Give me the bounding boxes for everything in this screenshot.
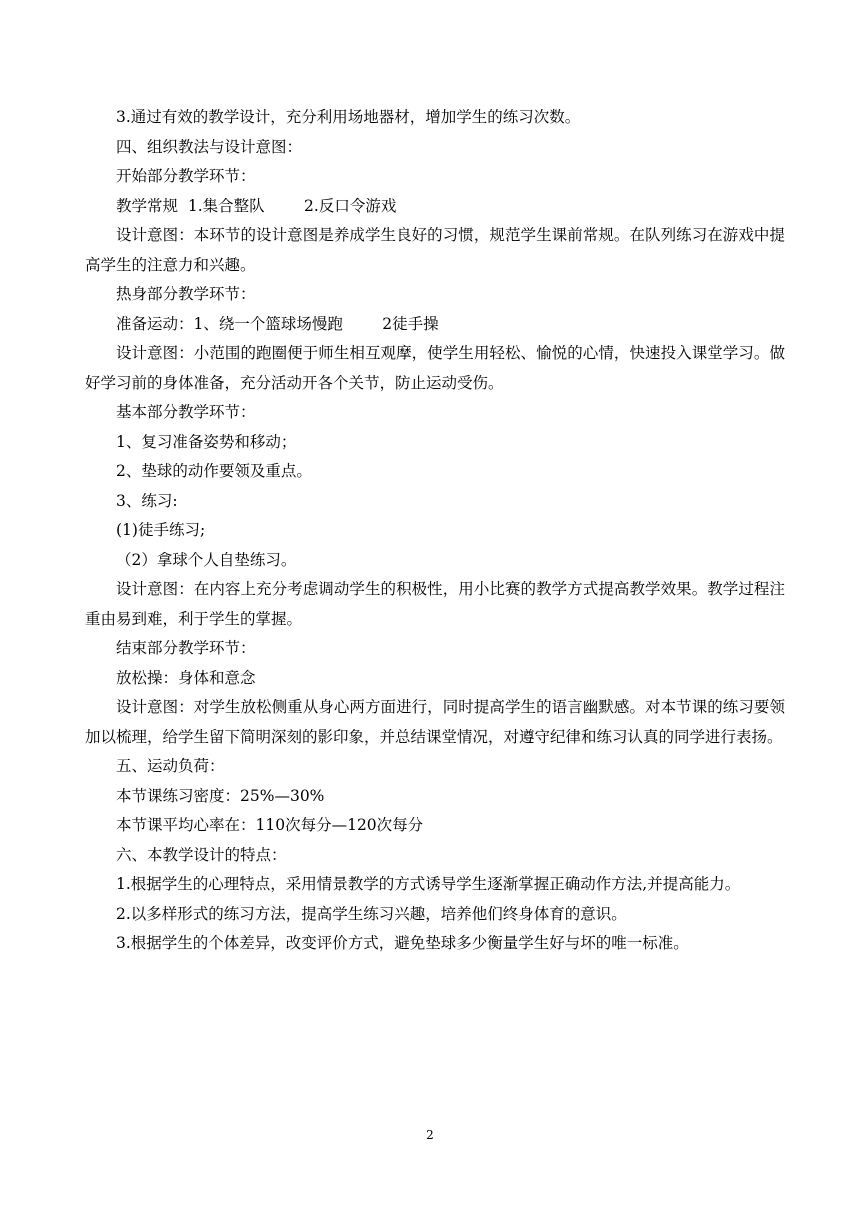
list-item: 2.以多样形式的练习方法，提高学生练习兴趣，培养他们终身体育的意识。 (116, 904, 627, 923)
section-heading: 五、运动负荷： (116, 757, 225, 775)
section-heading: 六、本教学设计的特点： (116, 845, 287, 864)
list-item: 2、垫球的动作要领及重点。 (116, 462, 312, 480)
list-item: 1、复习准备姿势和移动； (116, 432, 297, 451)
paragraph: 放松操：身体和意念 (116, 668, 256, 687)
paragraph: 本节课练习密度：25%—30% (116, 786, 325, 805)
paragraph: 设计意图：对学生放松侧重从身心两方面进行，同时提高学生的语言幽默感。对本节课的练习要领加以梳理，给学生留下简明深刻的影印象，并总结课堂情况，对遵守纪律和练习认真的同学进行表扬。 (85, 698, 785, 746)
paragraph: 准备运动：1、绕一个篮球场慢跑 2徒手操 (116, 314, 439, 333)
paragraph: 3.通过有效的教学设计，充分利用场地器材，增加学生的练习次数。 (116, 108, 581, 126)
subsection-heading: 基本部分教学环节： (116, 403, 256, 421)
paragraph: 设计意图：小范围的跑圈便于师生相互观摩，使学生用轻松、愉悦的心情，快速投入课堂学习。做好学习前的身体准备，充分活动开各个关节，防止运动受伤。 (85, 344, 785, 392)
subsection-heading: 热身部分教学环节： (116, 285, 256, 303)
paragraph: 本节课平均心率在：110次每分—120次每分 (116, 816, 424, 834)
list-item: （2）拿球个人自垫练习。 (116, 550, 297, 569)
list-item: 1.根据学生的心理特点，采用情景教学的方式诱导学生逐渐掌握正确动作方法,并提高能力。 (116, 875, 741, 893)
paragraph: 设计意图：本环节的设计意图是养成学生良好的习惯，规范学生课前常规。在队列练习在游戏中提高学生的注意力和兴趣。 (85, 226, 785, 274)
list-item: 3、练习: (116, 491, 178, 510)
subsection-heading: 开始部分教学环节： (116, 167, 256, 185)
paragraph: 设计意图：在内容上充分考虑调动学生的积极性，用小比赛的教学方式提高教学效果。教学过程注重由易到难，利于学生的掌握。 (85, 580, 785, 628)
page-number: 2 (426, 1128, 434, 1142)
list-item: 3.根据学生的个体差异，改变评价方式，避免垫球多少衡量学生好与坏的唯一标准。 (116, 934, 689, 952)
paragraph: 教学常规 1.集合整队 2.反口令游戏 (116, 196, 397, 215)
list-item: (1)徒手练习; (116, 521, 206, 539)
document-body (85, 103, 785, 959)
subsection-heading: 结束部分教学环节： (116, 639, 256, 657)
section-heading: 四、组织教法与设计意图： (116, 137, 303, 156)
